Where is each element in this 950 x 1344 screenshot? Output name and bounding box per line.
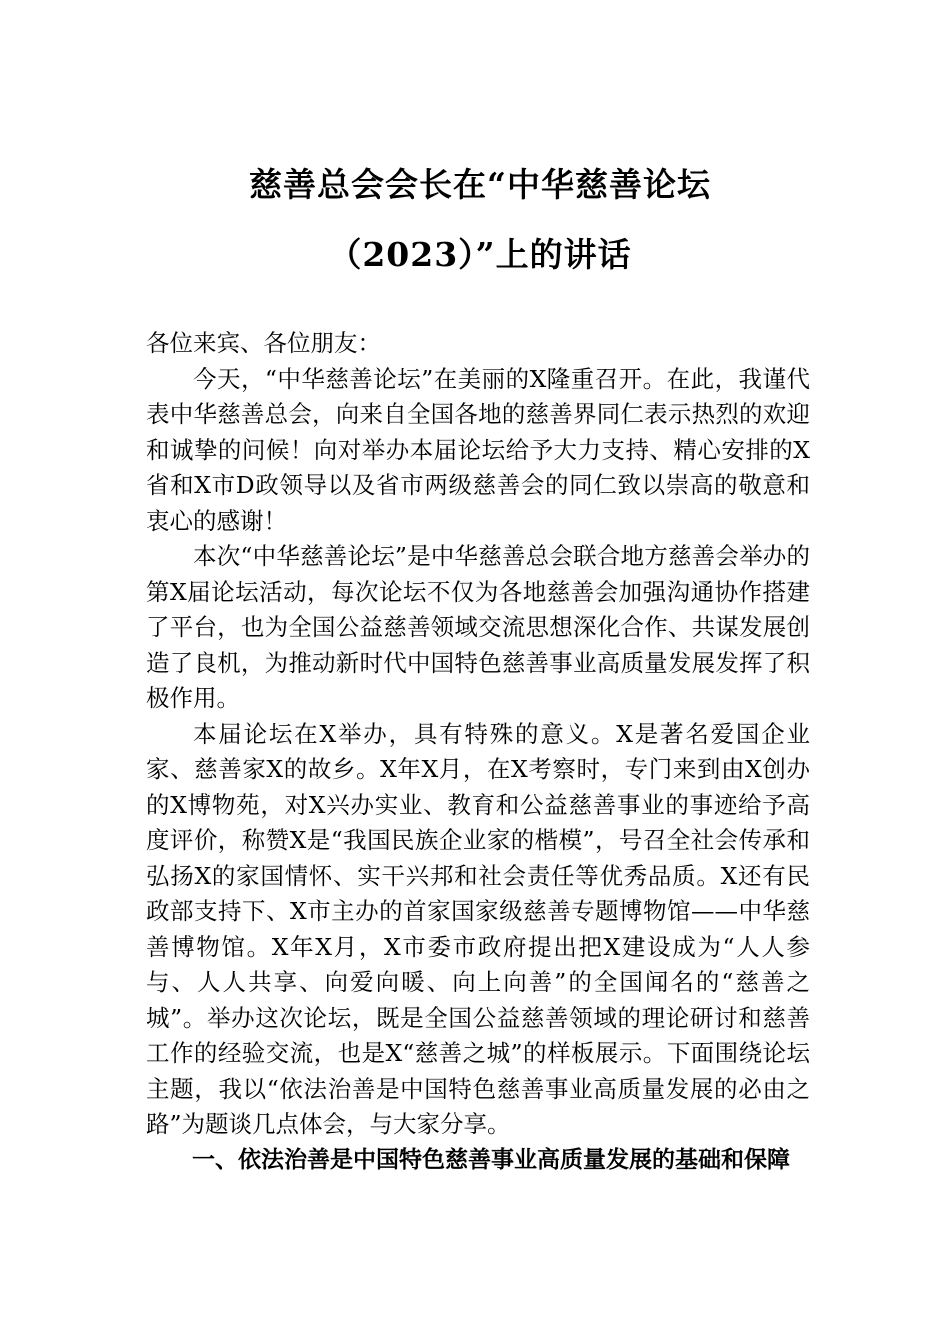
paragraph-2: 本次“中华慈善论坛”是中华慈善总会联合地方慈善会举办的第X届论坛活动，每次论坛不仅为各地慈善会加强沟通协作搭建了平台，也为全国公益慈善领域交流思想深化合作、共谋发展创造了良机，为推动新时代中国特色慈善事业高质量发展发挥了积极作用。 xyxy=(146,542,810,712)
paragraph-1: 今天，“中华慈善论坛”在美丽的X隆重召开。在此，我谨代表中华慈善总会，向来自全国各地的慈善界同仁表示热烈的欢迎和诚挚的问候！向对举办本届论坛给予大力支持、精心安排的X省和X市D政领导以及省市两级慈善会的同仁致以崇高的敬意和衷心的感谢！ xyxy=(146,364,810,535)
document-title-line-2: （2023）”上的讲话 xyxy=(328,235,632,274)
document-title-line-1: 慈善总会会长在“中华慈善论坛 xyxy=(249,165,711,204)
paragraph-3: 本届论坛在X举办，具有特殊的意义。X是著名爱国企业家、慈善家X的故乡。X年X月，在X考察时，专门来到由X创办的X博物苑，对X兴办实业、教育和公益慈善事业的事迹给予高度评价，称赞X是“我国民族企业家的楷模”，号召全社会传承和弘扬X的家国情怀、实干兴邦和社会责任等优秀品质。X还有民政部支持下、X市主办的首家国家级慈善专题博物馆——中华慈善博物馆。X年X月，X市委市政府提出把X建设成为“人人参与、人人共享、向爱向暖、向上向善”的全国闻名的“慈善之城”。举办这次论坛，既是全国公益慈善领域的理论研讨和慈善工作的经验交流，也是X“慈善之城”的样板展示。下面围绕论坛主题，我以“依法治善是中国特色慈善事业高质量发展的必由之路”为题谈几点体会，与大家分享。 xyxy=(146,719,810,1138)
section-heading: 一、依法治善是中国特色慈善事业高质量发展的基础和保障 xyxy=(192,1146,790,1173)
salutation: 各位来宾、各位朋友： xyxy=(146,329,381,357)
document-body xyxy=(146,326,810,1178)
